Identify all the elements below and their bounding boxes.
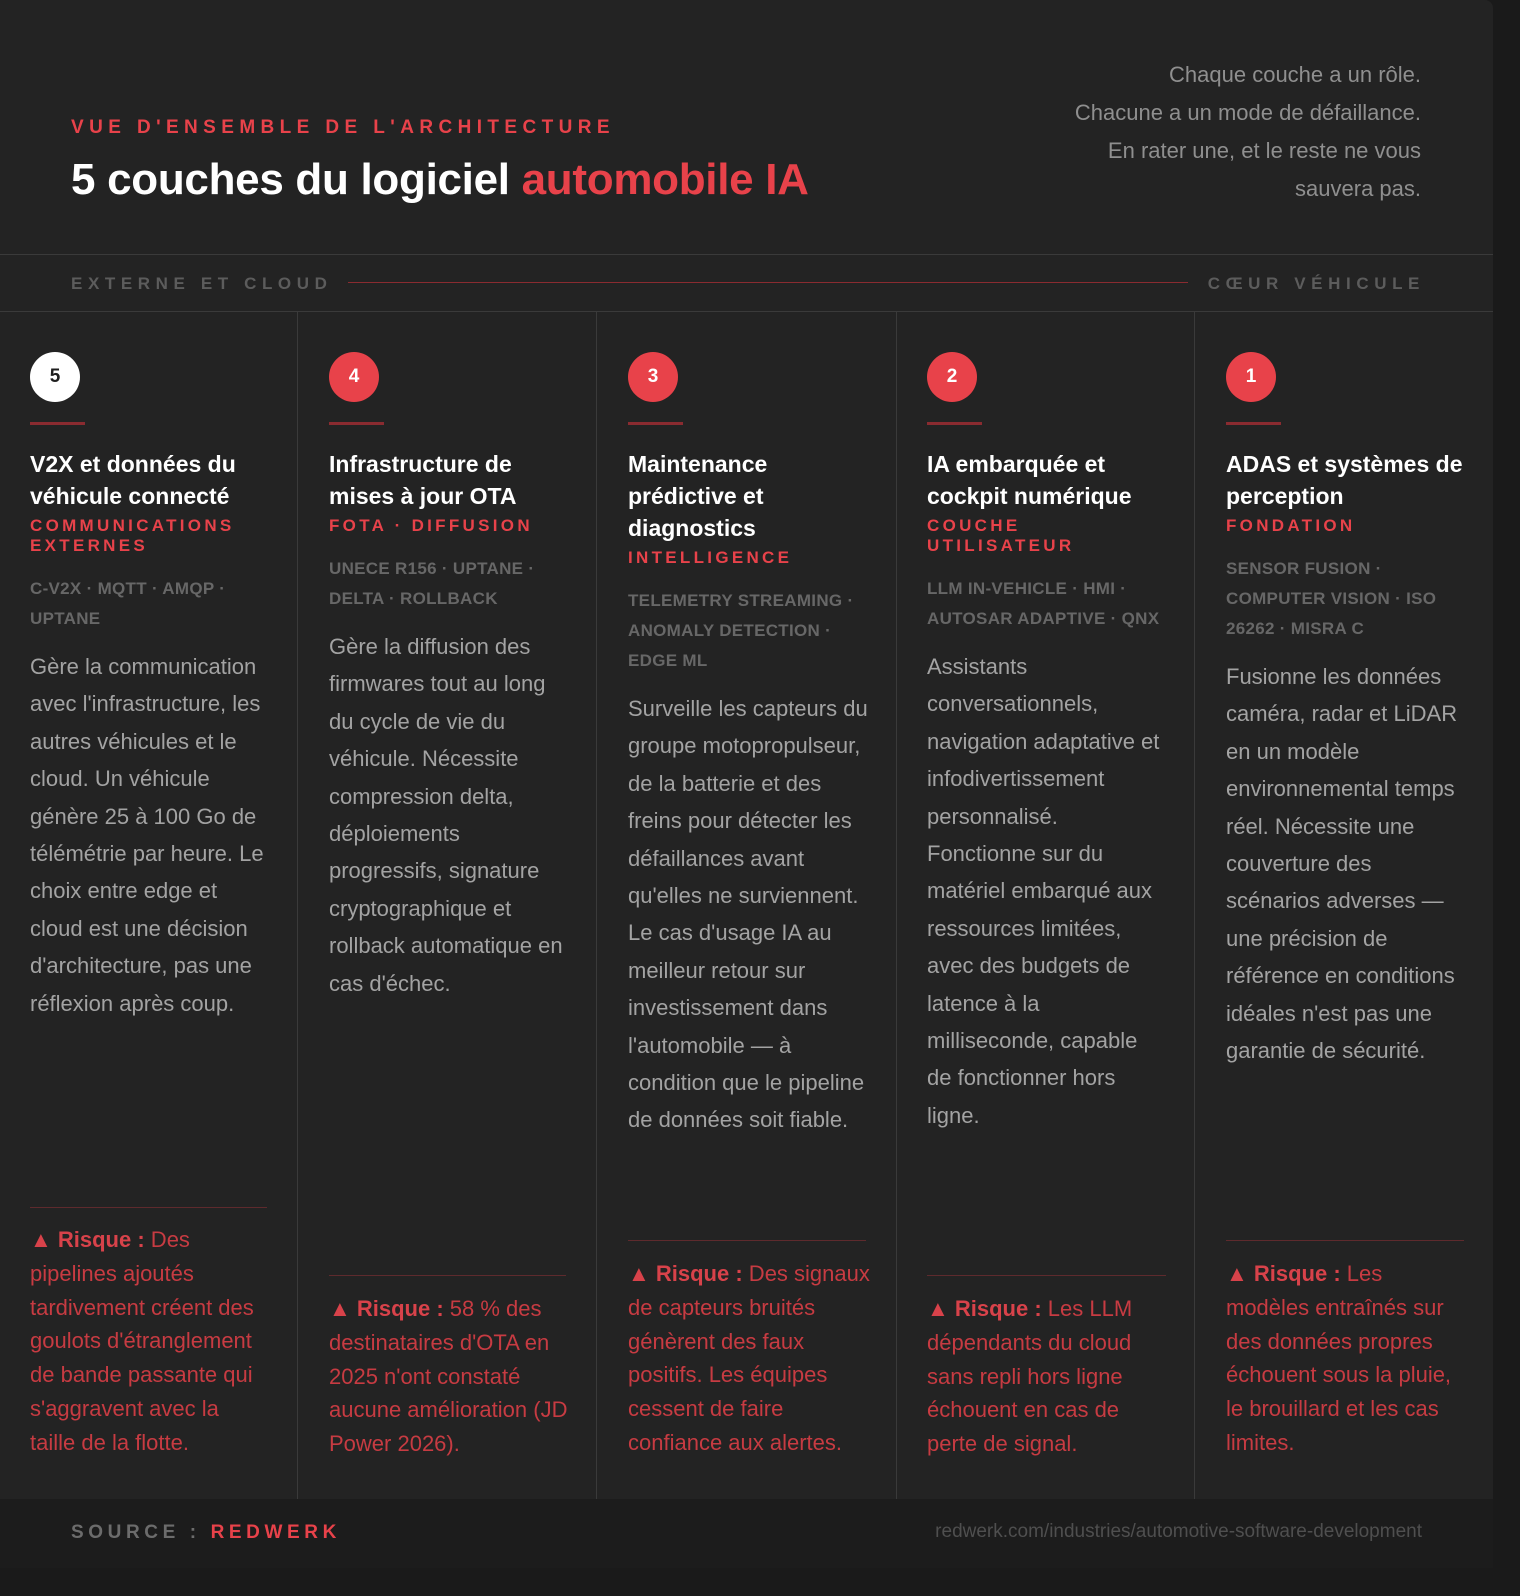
tagline-line: En rater une, et le reste ne vous: [1107, 138, 1421, 163]
layer-description: Gère la communication avec l'infrastructure, les autres véhicules et le cloud. Un véhicule génère 25 à 100 Go de télémétrie par heure. Le choix entre edge et cloud est une décision d'architecture, pas une réflexion après coup.: [30, 654, 264, 1016]
layer-description: Fusionne les données caméra, radar et LiDAR en un modèle environnemental temps réel. Nécessite une couverture des scénarios adverses — une précision de référence en conditions idéales n'est pas une garantie de sécurité.: [1226, 664, 1458, 1064]
layer-title: Infrastructure de mises à jour OTA: [329, 451, 517, 509]
layer-tech: SENSOR FUSION · COMPUTER VISION · ISO 26262 · MISRA C: [1226, 559, 1437, 638]
layer-column: [0, 312, 297, 1499]
title-accent: automobile IA: [521, 155, 809, 204]
risk-divider: [628, 1240, 866, 1241]
layer-subtitle: FOTA · DIFFUSION: [329, 516, 533, 535]
risk-label: ▲ Risque :: [1226, 1261, 1341, 1286]
source-brand: REDWERK: [210, 1522, 341, 1543]
layer-rule: [329, 422, 384, 425]
layer-risk: [329, 1292, 569, 1461]
risk-text: 58 % des destinataires d'OTA en 2025 n'ont constaté aucune amélioration (JD Power 2026).: [329, 1296, 568, 1457]
title-main: 5 couches du logiciel: [71, 155, 522, 204]
layer-description: Surveille les capteurs du groupe motopropulseur, de la batterie et des freins pour détecter les défaillances avant qu'elles ne surviennent. Le cas d'usage IA au meilleur retour sur investissement dans l'automobile — à condition que le pipeline de données soit fiable.: [628, 696, 868, 1133]
header: [0, 0, 1493, 255]
layer-title: ADAS et systèmes de perception: [1226, 451, 1463, 509]
risk-label: ▲ Risque :: [927, 1296, 1042, 1321]
source-url[interactable]: redwerk.com/industries/automotive-software-development: [935, 1521, 1422, 1542]
axis-right-label: CŒUR VÉHICULE: [1207, 274, 1425, 293]
layer-number-badge: 2: [927, 352, 977, 402]
tagline-line: Chaque couche a un rôle.: [1169, 62, 1421, 87]
risk-label: ▲ Risque :: [30, 1227, 145, 1252]
layer-number-badge: 4: [329, 352, 379, 402]
risk-divider: [927, 1275, 1166, 1276]
layer-rule: [1226, 422, 1281, 425]
layer-body: [329, 448, 567, 1002]
risk-label: ▲ Risque :: [628, 1261, 743, 1286]
risk-divider: [30, 1207, 267, 1208]
footer: [0, 1499, 1493, 1568]
layer-title: Maintenance prédictive et diagnostics: [628, 451, 768, 541]
risk-divider: [329, 1275, 566, 1276]
tagline: [941, 56, 1421, 208]
layer-description: Gère la diffusion des firmwares tout au long du cycle de vie du véhicule. Nécessite compression delta, déploiements progressifs, signature cryptographique et rollback automatique en cas d'échec.: [329, 634, 563, 996]
source-label: SOURCE :: [71, 1522, 211, 1543]
axis-left-label: EXTERNE ET CLOUD: [71, 274, 333, 293]
layer-body: [1226, 448, 1466, 1069]
layer-columns: [0, 312, 1493, 1499]
layer-rule: [30, 422, 85, 425]
risk-text: Les LLM dépendants du cloud sans repli hors ligne échouent en cas de perte de signal.: [927, 1296, 1133, 1457]
layer-column: [596, 312, 896, 1499]
axis-bar: [0, 255, 1493, 312]
risk-text: Les modèles entraînés sur des données propres échouent sous la pluie, le brouillard et les cas limites.: [1226, 1261, 1452, 1455]
risk-label: ▲ Risque :: [329, 1296, 444, 1321]
layer-rule: [628, 422, 683, 425]
layer-tech: LLM IN-VEHICLE · HMI · AUTOSAR ADAPTIVE · QNX: [927, 579, 1160, 628]
risk-divider: [1226, 1240, 1464, 1241]
layer-risk: [1226, 1257, 1468, 1460]
layer-tech: C-V2X · MQTT · AMQP · UPTANE: [30, 579, 226, 628]
layer-number-badge: 1: [1226, 352, 1276, 402]
layer-number-badge: 5: [30, 352, 80, 402]
tagline-line: Chacune a un mode de défaillance.: [1074, 100, 1421, 125]
layer-number-badge: 3: [628, 352, 678, 402]
source-credit: [71, 1522, 341, 1544]
tagline-line: sauvera pas.: [1295, 176, 1421, 201]
layer-risk: [628, 1257, 870, 1460]
layer-body: [30, 448, 268, 1022]
layer-body: [927, 448, 1165, 1134]
layer-description: Assistants conversationnels, navigation adaptative et infodivertissement personnalisé. Fonctionne sur du matériel embarqué aux ressources limitées, avec des budgets de latence à la milliseconde, capable de fonctionner hors ligne.: [927, 654, 1160, 1128]
layer-risk: [30, 1223, 270, 1460]
layer-tech: UNECE R156 · UPTANE · DELTA · ROLLBACK: [329, 559, 535, 608]
risk-text: Des pipelines ajoutés tardivement créent des goulots d'étranglement de bande passante qui s'aggravent avec la taille de la flotte.: [30, 1227, 254, 1455]
layer-rule: [927, 422, 982, 425]
layer-risk: [927, 1292, 1169, 1461]
page-title: [71, 155, 809, 205]
layer-subtitle: FONDATION: [1226, 516, 1356, 535]
layer-subtitle: COMMUNICATIONS EXTERNES: [30, 516, 235, 555]
layer-body: [628, 448, 868, 1139]
layer-title: V2X et données du véhicule connecté: [30, 451, 236, 509]
layer-column: [1194, 312, 1493, 1499]
risk-text: Des signaux de capteurs bruités génèrent des faux positifs. Les équipes cessent de faire confiance aux alertes.: [628, 1261, 870, 1455]
axis-line: [348, 282, 1188, 283]
layer-subtitle: COUCHE UTILISATEUR: [927, 516, 1075, 555]
eyebrow: VUE D'ENSEMBLE DE L'ARCHITECTURE: [71, 117, 615, 138]
layer-title: IA embarquée et cockpit numérique: [927, 451, 1132, 509]
layer-column: [297, 312, 596, 1499]
layer-tech: TELEMETRY STREAMING · ANOMALY DETECTION · EDGE ML: [628, 591, 854, 670]
layer-subtitle: INTELLIGENCE: [628, 548, 793, 567]
layer-column: [896, 312, 1195, 1499]
